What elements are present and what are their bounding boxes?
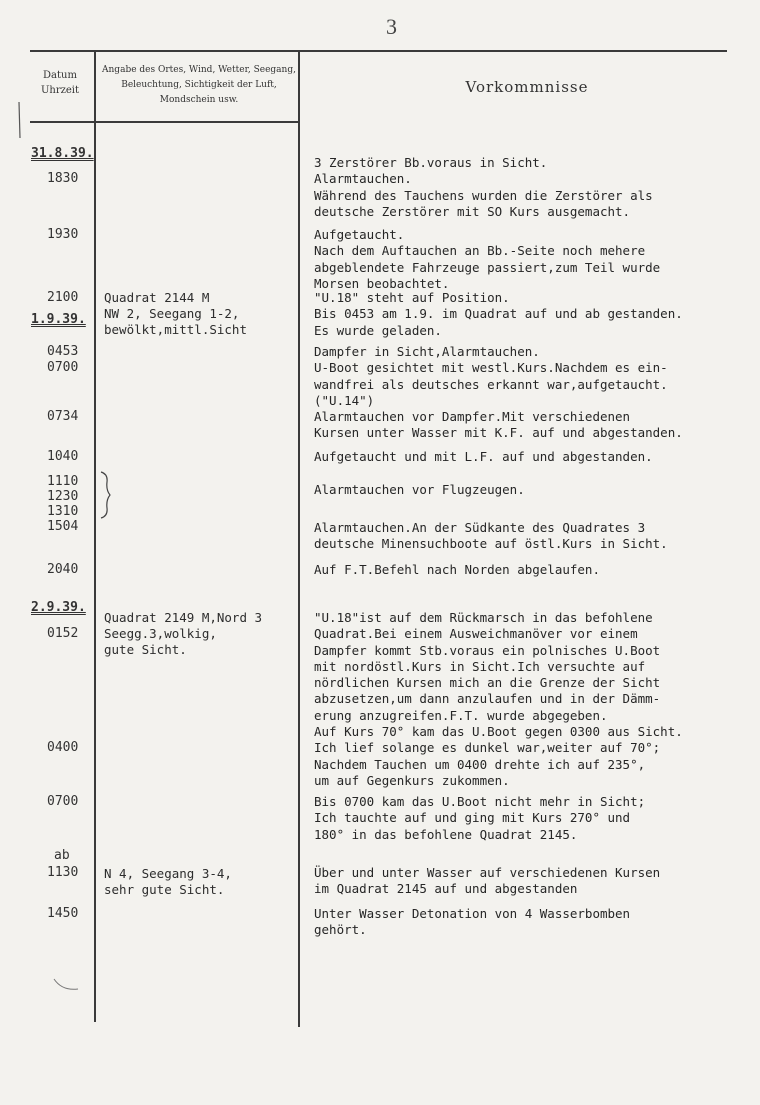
place-entry-1: Quadrat 2144 M NW 2, Seegang 1-2, bewölkt,mittl.Sicht — [104, 290, 247, 337]
time-0700: 0700 — [47, 360, 79, 375]
event-entry-13: Über und unter Wasser auf verschiedenen Kursen im Quadrat 2145 auf und abgestanden — [314, 865, 661, 897]
time-1130: 1130 — [47, 865, 79, 880]
corner-scribble — [52, 975, 82, 995]
time-1450: 1450 — [47, 906, 79, 921]
time-2100: 2100 — [47, 290, 79, 305]
header-vorkommnisse-text: Vorkommnisse — [465, 78, 589, 96]
header-vorkommnisse — [302, 78, 752, 96]
time-0700-b: 0700 — [47, 794, 79, 809]
time-ab: ab — [54, 848, 70, 863]
time-group-brace — [98, 470, 112, 520]
event-entry-5: Alarmtauchen vor Dampfer.Mit verschiedenen Kursen unter Wasser mit K.F. auf und abgestanden. — [314, 409, 683, 441]
time-0734: 0734 — [47, 409, 79, 424]
time-1930: 1930 — [47, 227, 79, 242]
time-1040: 1040 — [47, 449, 79, 464]
event-entry-1: 3 Zerstörer Bb.voraus in Sicht. Alarmtauchen. Während des Tauchens wurden die Zerstörer als deutsche Zerstörer mit SO Kurs ausgemacht. — [314, 155, 653, 219]
date-2-9-39: 2.9.39. — [31, 600, 86, 615]
event-entry-9: Auf F.T.Befehl nach Norden abgelaufen. — [314, 562, 600, 577]
time-1310: 1310 — [47, 504, 79, 519]
time-1830: 1830 — [47, 171, 79, 186]
margin-mark — [14, 100, 24, 140]
time-0453: 0453 — [47, 344, 79, 359]
event-entry-8: Alarmtauchen.An der Südkante des Quadrates 3 deutsche Minensuchboote auf östl.Kurs in Sicht. — [314, 520, 668, 552]
time-1504: 1504 — [47, 519, 79, 534]
date-31-8-39: 31.8.39. — [31, 146, 94, 161]
event-entry-11: Auf Kurs 70° kam das U.Boot gegen 0300 aus Sicht. Ich lief solange es dunkel war,weiter auf 70°; Nachdem Tauchen um 0400 drehte ich auf 235°, um auf Gegenkurs zukommen. — [314, 724, 683, 788]
event-entry-4: Dampfer in Sicht,Alarmtauchen. U-Boot gesichtet mit westl.Kurs.Nachdem es ein- wandfrei als deutsches erkannt war,aufgetaucht. ("U.14") — [314, 344, 668, 408]
event-entry-14: Unter Wasser Detonation von 4 Wasserbomben gehört. — [314, 906, 631, 938]
header-bottom-rule — [30, 121, 298, 123]
page-number: 3 — [386, 14, 397, 39]
event-entry-3: "U.18" steht auf Position. Bis 0453 am 1.9. im Quadrat auf und ab gestanden. Es wurde geladen. — [314, 290, 683, 338]
time-0400: 0400 — [47, 740, 79, 755]
date-column-divider — [94, 52, 96, 1022]
date-1-9-39: 1.9.39. — [31, 312, 86, 327]
event-entry-12: Bis 0700 kam das U.Boot nicht mehr in Sicht; Ich tauchte auf und ging mit Kurs 270° und 180° in das befohlene Quadrat 2145. — [314, 794, 646, 842]
event-entry-2: Aufgetaucht. Nach dem Auftauchen an Bb.-Seite noch mehere abgeblendete Fahrzeuge passiert,zum Teil wurde Morsen beobachtet. — [314, 227, 661, 291]
event-entry-10: "U.18"ist auf dem Rückmarsch in das befohlene Quadrat.Bei einem Ausweichmanöver vor einem Dampfer kommt Stb.voraus ein polnisches U.Boot mit nordöstl.Kurs in Sicht.Ich versuchte auf nördlichen Kursen mich an die Grenze der Sicht abzusetzen,um dann anzulaufen und in der Dämm- erung anzugreifen.F.T. wurde abgegeben. — [314, 610, 661, 723]
event-entry-7: Alarmtauchen vor Flugzeugen. — [314, 482, 525, 497]
time-2040: 2040 — [47, 562, 79, 577]
time-0152: 0152 — [47, 626, 79, 641]
place-entry-3: N 4, Seegang 3-4, sehr gute Sicht. — [104, 866, 232, 897]
time-1230: 1230 — [47, 489, 79, 504]
top-rule — [30, 50, 727, 52]
header-angabe-text: Angabe des Ortes, Wind, Wetter, Seegang, Beleuchtung, Sichtigkeit der Luft, Mondschein usw. — [102, 65, 296, 105]
header-angabe — [100, 63, 298, 108]
header-datum — [30, 68, 90, 98]
event-entry-6: Aufgetaucht und mit L.F. auf und abgestanden. — [314, 449, 653, 464]
time-1110: 1110 — [47, 474, 79, 489]
header-datum-text: Datum Uhrzeit — [40, 70, 80, 96]
place-entry-2: Quadrat 2149 M,Nord 3 Seegg.3,wolkig, gute Sicht. — [104, 610, 263, 657]
